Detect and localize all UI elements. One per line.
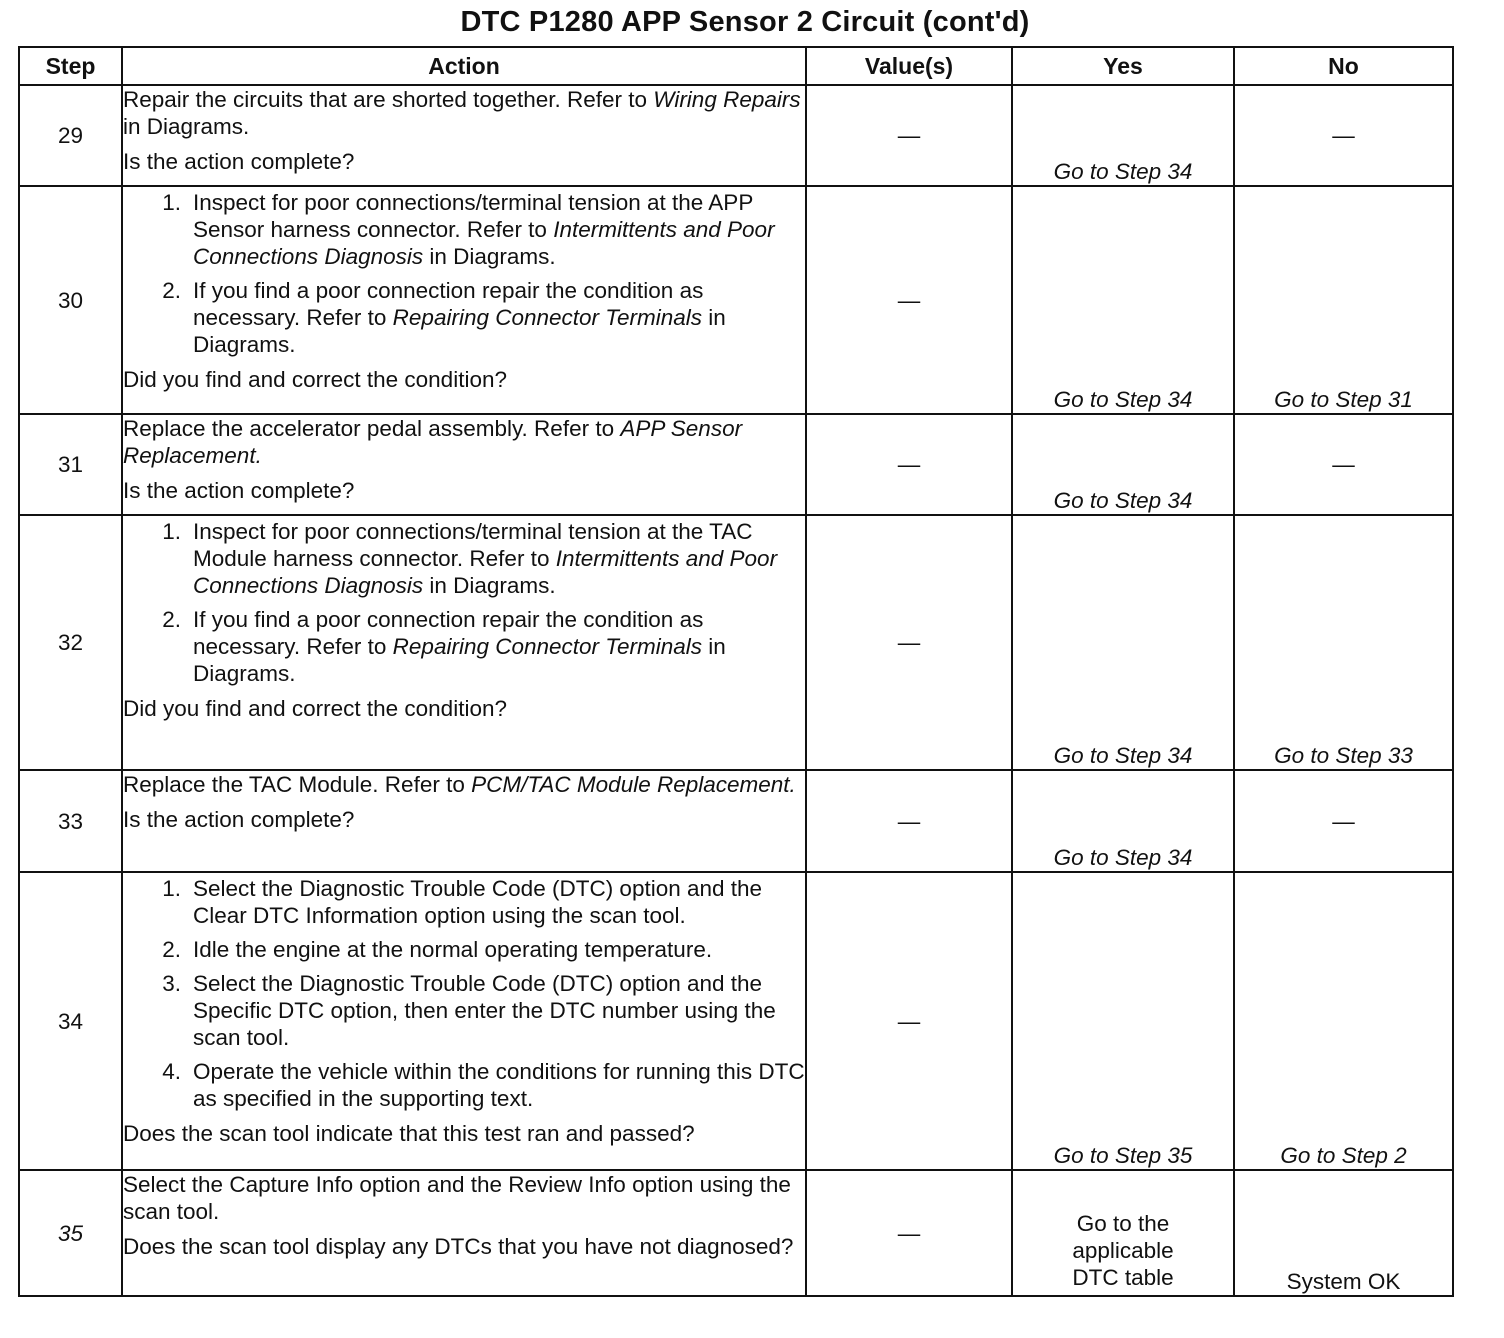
action-intro bbox=[123, 415, 805, 469]
action-cell bbox=[122, 515, 806, 770]
action-text: Replace the TAC Module. Refer to bbox=[123, 772, 472, 797]
action-question: Is the action complete? bbox=[123, 807, 355, 832]
action-step-item bbox=[123, 936, 805, 963]
action-step-text bbox=[193, 518, 805, 599]
step-number: 29 bbox=[19, 85, 122, 186]
action-question: Does the scan tool indicate that this test ran and passed? bbox=[123, 1121, 695, 1146]
value-cell: — bbox=[806, 1170, 1012, 1296]
action-text: Intermittents and Poor Connections Diagnosis bbox=[193, 546, 778, 598]
step-number: 33 bbox=[19, 770, 122, 872]
action-step-text bbox=[193, 277, 805, 358]
no-cell: — bbox=[1234, 85, 1453, 186]
no-cell: Go to Step 33 bbox=[1234, 515, 1453, 770]
no-cell: Go to Step 31 bbox=[1234, 186, 1453, 414]
action-text: Repairing Connector Terminals bbox=[392, 634, 702, 659]
step-number: 30 bbox=[19, 186, 122, 414]
action-step-number: 4. bbox=[162, 1059, 181, 1084]
yes-cell: Go to the applicable DTC table bbox=[1012, 1170, 1234, 1296]
header-row bbox=[19, 47, 1453, 85]
action-text: in Diagrams. bbox=[423, 244, 556, 269]
action-text: Operate the vehicle within the conditions for running this DTC as specified in the supporting text. bbox=[193, 1059, 805, 1111]
table-row bbox=[19, 1170, 1453, 1296]
action-step-text bbox=[193, 936, 805, 963]
action-text: in Diagrams. bbox=[423, 573, 556, 598]
action-text: in Diagrams. bbox=[193, 305, 726, 357]
action-question: Is the action complete? bbox=[123, 149, 355, 174]
yes-cell: Go to Step 35 bbox=[1012, 872, 1234, 1170]
action-question: Did you find and correct the condition? bbox=[123, 696, 507, 721]
action-text: Intermittents and Poor Connections Diagnosis bbox=[193, 217, 775, 269]
action-step-text bbox=[193, 1058, 805, 1112]
table-row bbox=[19, 414, 1453, 515]
action-step-item bbox=[123, 970, 805, 1051]
action-cell bbox=[122, 1170, 806, 1296]
yes-cell: Go to Step 34 bbox=[1012, 770, 1234, 872]
action-question: Did you find and correct the condition? bbox=[123, 367, 507, 392]
action-text: If you find a poor connection repair the condition as necessary. Refer to bbox=[193, 607, 704, 659]
table-row bbox=[19, 872, 1453, 1170]
action-step-text bbox=[193, 875, 805, 929]
action-cell bbox=[122, 186, 806, 414]
value-cell: — bbox=[806, 515, 1012, 770]
no-cell: System OK bbox=[1234, 1170, 1453, 1296]
step-number: 32 bbox=[19, 515, 122, 770]
value-cell: — bbox=[806, 85, 1012, 186]
action-cell bbox=[122, 85, 806, 186]
table-row bbox=[19, 515, 1453, 770]
yes-cell: Go to Step 34 bbox=[1012, 186, 1234, 414]
action-question: Is the action complete? bbox=[123, 478, 355, 503]
yes-cell: Go to Step 34 bbox=[1012, 85, 1234, 186]
action-text: Wiring Repairs bbox=[653, 87, 801, 112]
action-step-number: 1. bbox=[162, 519, 181, 544]
header-step: Step bbox=[19, 47, 122, 85]
action-step-text bbox=[193, 606, 805, 687]
action-step-item bbox=[123, 875, 805, 929]
action-step-text bbox=[193, 970, 805, 1051]
action-step-item bbox=[123, 277, 805, 358]
action-intro bbox=[123, 1171, 805, 1225]
action-text: in Diagrams. bbox=[123, 114, 250, 139]
action-text: Select the Diagnostic Trouble Code (DTC) option and the Clear DTC Information option using the scan tool. bbox=[193, 876, 763, 928]
action-text: Inspect for poor connections/terminal tension at the APP Sensor harness connector. Refer to bbox=[193, 190, 753, 242]
action-cell bbox=[122, 872, 806, 1170]
action-question: Does the scan tool display any DTCs that you have not diagnosed? bbox=[123, 1234, 794, 1259]
action-step-item bbox=[123, 518, 805, 599]
action-text: Replace the accelerator pedal assembly. Refer to bbox=[123, 416, 621, 441]
value-cell: — bbox=[806, 770, 1012, 872]
yes-cell: Go to Step 34 bbox=[1012, 414, 1234, 515]
step-number: 34 bbox=[19, 872, 122, 1170]
action-step-number: 1. bbox=[162, 190, 181, 215]
no-cell: Go to Step 2 bbox=[1234, 872, 1453, 1170]
action-step-item bbox=[123, 1058, 805, 1112]
header-yes: Yes bbox=[1012, 47, 1234, 85]
no-cell: — bbox=[1234, 414, 1453, 515]
action-step-number: 2. bbox=[162, 937, 181, 962]
action-intro bbox=[123, 86, 805, 140]
action-text: APP Sensor Replacement. bbox=[123, 416, 743, 468]
action-step-number: 2. bbox=[162, 607, 181, 632]
page-title: DTC P1280 APP Sensor 2 Circuit (cont'd) bbox=[460, 6, 1030, 38]
action-text: Select the Diagnostic Trouble Code (DTC) option and the Specific DTC option, then enter the DTC number using the scan tool. bbox=[193, 971, 776, 1050]
action-text: Repairing Connector Terminals bbox=[392, 305, 702, 330]
action-step-item bbox=[123, 606, 805, 687]
table-row bbox=[19, 770, 1453, 872]
action-step-number: 1. bbox=[162, 876, 181, 901]
header-action: Action bbox=[122, 47, 806, 85]
action-step-text bbox=[193, 189, 805, 270]
action-step-number: 3. bbox=[162, 971, 181, 996]
value-cell: — bbox=[806, 186, 1012, 414]
action-text: Repair the circuits that are shorted together. Refer to bbox=[123, 87, 654, 112]
value-cell: — bbox=[806, 872, 1012, 1170]
action-cell bbox=[122, 414, 806, 515]
action-text: Inspect for poor connections/terminal tension at the TAC Module harness connector. Refer to bbox=[193, 519, 753, 571]
step-number: 35 bbox=[19, 1170, 122, 1296]
header-values: Value(s) bbox=[806, 47, 1012, 85]
action-step-item bbox=[123, 189, 805, 270]
action-step-number: 2. bbox=[162, 278, 181, 303]
diagnostic-table bbox=[18, 46, 1454, 1297]
yes-cell: Go to Step 34 bbox=[1012, 515, 1234, 770]
table-row bbox=[19, 85, 1453, 186]
table-row bbox=[19, 186, 1453, 414]
action-cell bbox=[122, 770, 806, 872]
action-text: PCM/TAC Module Replacement. bbox=[471, 772, 796, 797]
action-intro bbox=[123, 771, 805, 798]
step-number: 31 bbox=[19, 414, 122, 515]
no-cell: — bbox=[1234, 770, 1453, 872]
action-text: Select the Capture Info option and the Review Info option using the scan tool. bbox=[123, 1172, 791, 1224]
header-no: No bbox=[1234, 47, 1453, 85]
action-text: Idle the engine at the normal operating temperature. bbox=[193, 937, 713, 962]
value-cell: — bbox=[806, 414, 1012, 515]
action-text: If you find a poor connection repair the condition as necessary. Refer to bbox=[193, 278, 704, 330]
action-text: in Diagrams. bbox=[193, 634, 726, 686]
